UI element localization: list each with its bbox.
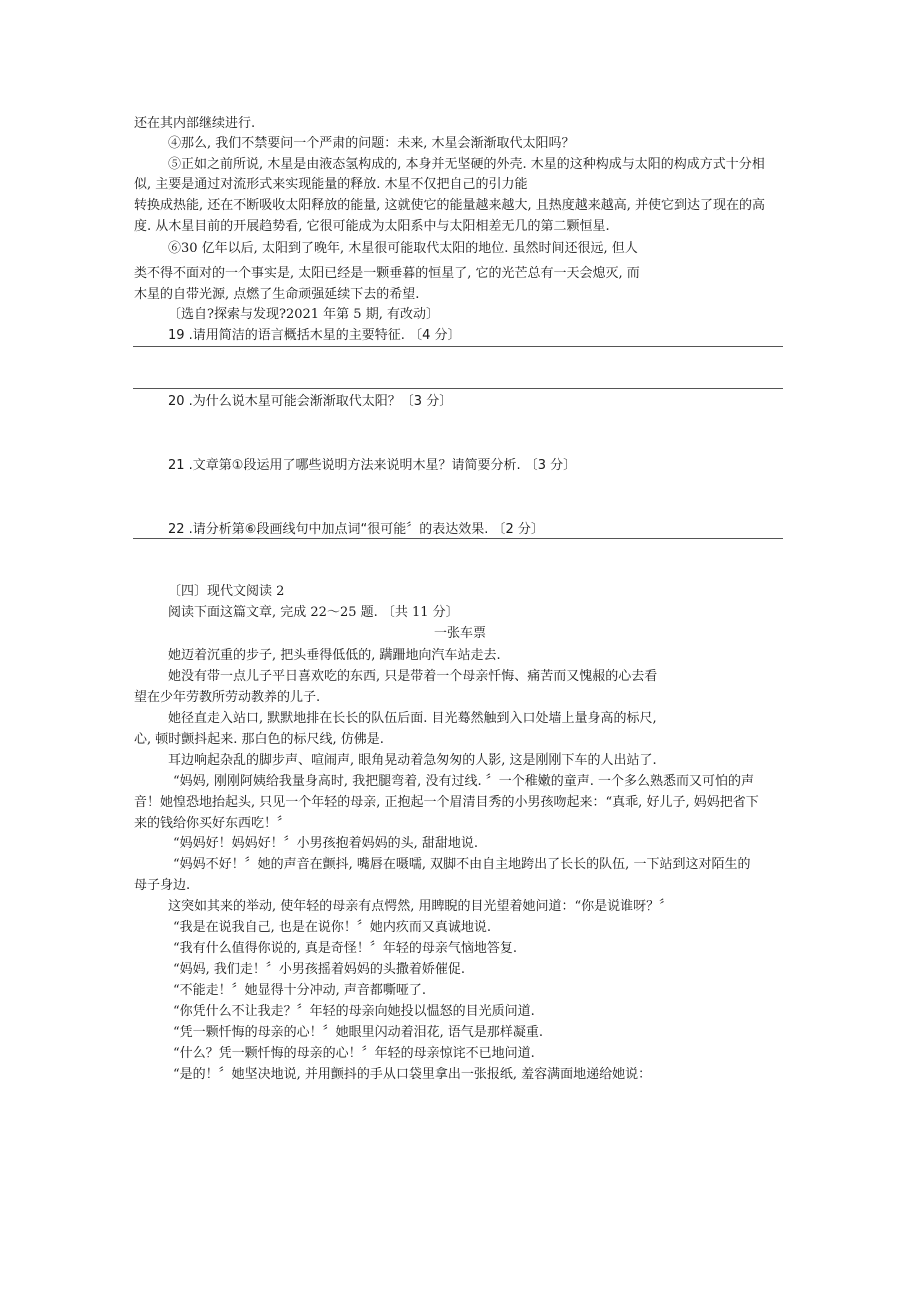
question-22: 22 .请分析第⑥段画线句中加点词“很可能〞的表达效果. 〔2 分〕 bbox=[168, 522, 544, 537]
paragraph-line: 来的钱给你买好东西吃！〞 bbox=[134, 816, 291, 831]
paragraph-line: 转换成热能, 还在不断吸收太阳释放的能量, 这就使它的能量越来越大, 且热度越来越高, 并使它到达了现在的高 bbox=[134, 198, 766, 213]
paragraph-line: 她没有带一点儿子平日喜欢吃的东西, 只是带着一个母亲忏悔、痛苦而又愧赧的心去看 bbox=[168, 669, 658, 684]
paragraph-line: “妈妈不好！〞她的声音在颤抖, 嘴唇在嗫嚅, 双脚不由自主地跨出了长长的队伍, 一下站到这对陌生的 bbox=[173, 857, 751, 872]
paragraph-line: “凭一颗忏悔的母亲的心！〞她眼里闪动着泪花, 语气是那样凝重. bbox=[173, 1025, 544, 1040]
question-21: 21 .文章第①段运用了哪些说明方法来说明木星？请简要分析. 〔3 分〕 bbox=[168, 458, 577, 473]
question-19: 19 .请用简洁的语言概括木星的主要特征. 〔4 分〕 bbox=[168, 328, 461, 343]
paragraph-line: “不能走！〞她显得十分冲动, 声音都嘶哑了. bbox=[173, 983, 427, 998]
paragraph-line: “你凭什么不让我走？〞年轻的母亲向她投以愠怒的目光质问道. bbox=[173, 1004, 535, 1019]
paragraph-line: 度. 从木星目前的开展趋势看, 它很可能成为太阳系中与太阳相差无几的第二颗恒星. bbox=[134, 219, 610, 234]
paragraph-line: 她迈着沉重的步子, 把头垂得低低的, 蹒跚地向汽车站走去. bbox=[168, 648, 501, 663]
paragraph-line: ⑥30 亿年以后, 太阳到了晚年, 木星很可能取代太阳的地位. 虽然时间还很远, 但人 bbox=[168, 241, 638, 256]
source-citation: 〔选自?探索与发现?2021 年第 5 期, 有改动〕 bbox=[168, 307, 439, 322]
paragraph-line: ④那么, 我们不禁要问一个严肃的问题：未来, 木星会渐渐取代太阳吗？ bbox=[168, 136, 575, 151]
paragraph-line: 这突如其来的举动, 使年轻的母亲有点愕然, 用睥睨的目光望着她问道：“你是说谁呀？〞 bbox=[168, 899, 673, 914]
section-instruction: 阅读下面这篇文章, 完成 22〜25 题. 〔共 11 分〕 bbox=[168, 605, 459, 620]
answer-line bbox=[133, 538, 783, 539]
paragraph-line: ⑤正如之前所说, 木星是由液态氢构成的, 本身并无坚硬的外壳. 木星的这种构成与太阳的构成方式十分相 bbox=[168, 157, 765, 172]
section-heading: 〔四〕现代文阅读 2 bbox=[168, 584, 285, 599]
paragraph-line: 类不得不面对的一个事实是, 太阳已经是一颗垂暮的恒星了, 它的光芒总有一天会熄灭, 而 bbox=[134, 266, 640, 281]
paragraph-line: 还在其内部继续进行. bbox=[134, 116, 256, 131]
paragraph-line: “我是在说我自己, 也是在说你！〞她内疚而又真诚地说. bbox=[173, 920, 492, 935]
question-20: 20 .为什么说木星可能会渐渐取代太阳？〔3 分〕 bbox=[168, 394, 453, 409]
paragraph-line: 耳边响起杂乱的脚步声、喧闹声, 眼角晃动着急匆匆的人影, 这是刚刚下车的人出站了. bbox=[168, 753, 657, 768]
paragraph-line: 望在少年劳教所劳动教养的儿子. bbox=[134, 690, 321, 705]
paragraph-line: 心, 顿时颤抖起来. 那白色的标尺线, 仿佛是. bbox=[134, 732, 384, 747]
answer-line bbox=[133, 346, 783, 347]
paragraph-line: “妈妈, 我们走！〞小男孩摇着妈妈的头撒着娇催促. bbox=[173, 962, 466, 977]
paragraph-line: “我有什么值得你说的, 真是奇怪！〞年轻的母亲气恼地答复. bbox=[173, 941, 518, 956]
paragraph-line: 母子身边. bbox=[134, 878, 191, 893]
answer-line bbox=[133, 388, 783, 389]
paragraph-line: “是的！〞她坚决地说, 并用颤抖的手从口袋里拿出一张报纸, 羞容满面地递给她说： bbox=[173, 1067, 652, 1082]
paragraph-line: “什么？凭一颗忏悔的母亲的心！〞年轻的母亲惊诧不已地问道. bbox=[173, 1046, 535, 1061]
paragraph-line: 似, 主要是通过对流形式来实现能量的释放. 木星不仅把自己的引力能 bbox=[134, 177, 528, 192]
paragraph-line: “妈妈好！妈妈好！〞小男孩抱着妈妈的头, 甜甜地说. bbox=[173, 836, 479, 851]
paragraph-line: 木星的自带光源, 点燃了生命顽强延续下去的希望. bbox=[134, 287, 420, 302]
paragraph-line: “妈妈, 刚刚阿姨给我量身高时, 我把腿弯着, 没有过线. 〞一个稚嫩的童声. 一个多么熟悉而又可怕的声 bbox=[173, 774, 754, 789]
paragraph-line: 音！她惶恐地抬起头, 只见一个年轻的母亲, 正抱起一个眉清目秀的小男孩吻起来：“真乖, 好儿子, 妈妈把省下 bbox=[134, 795, 759, 810]
article-title: 一张车票 bbox=[434, 626, 487, 641]
paragraph-line: 她径直走入站口, 默默地排在长长的队伍后面. 目光蓦然触到入口处墙上量身高的标尺, bbox=[168, 711, 657, 726]
